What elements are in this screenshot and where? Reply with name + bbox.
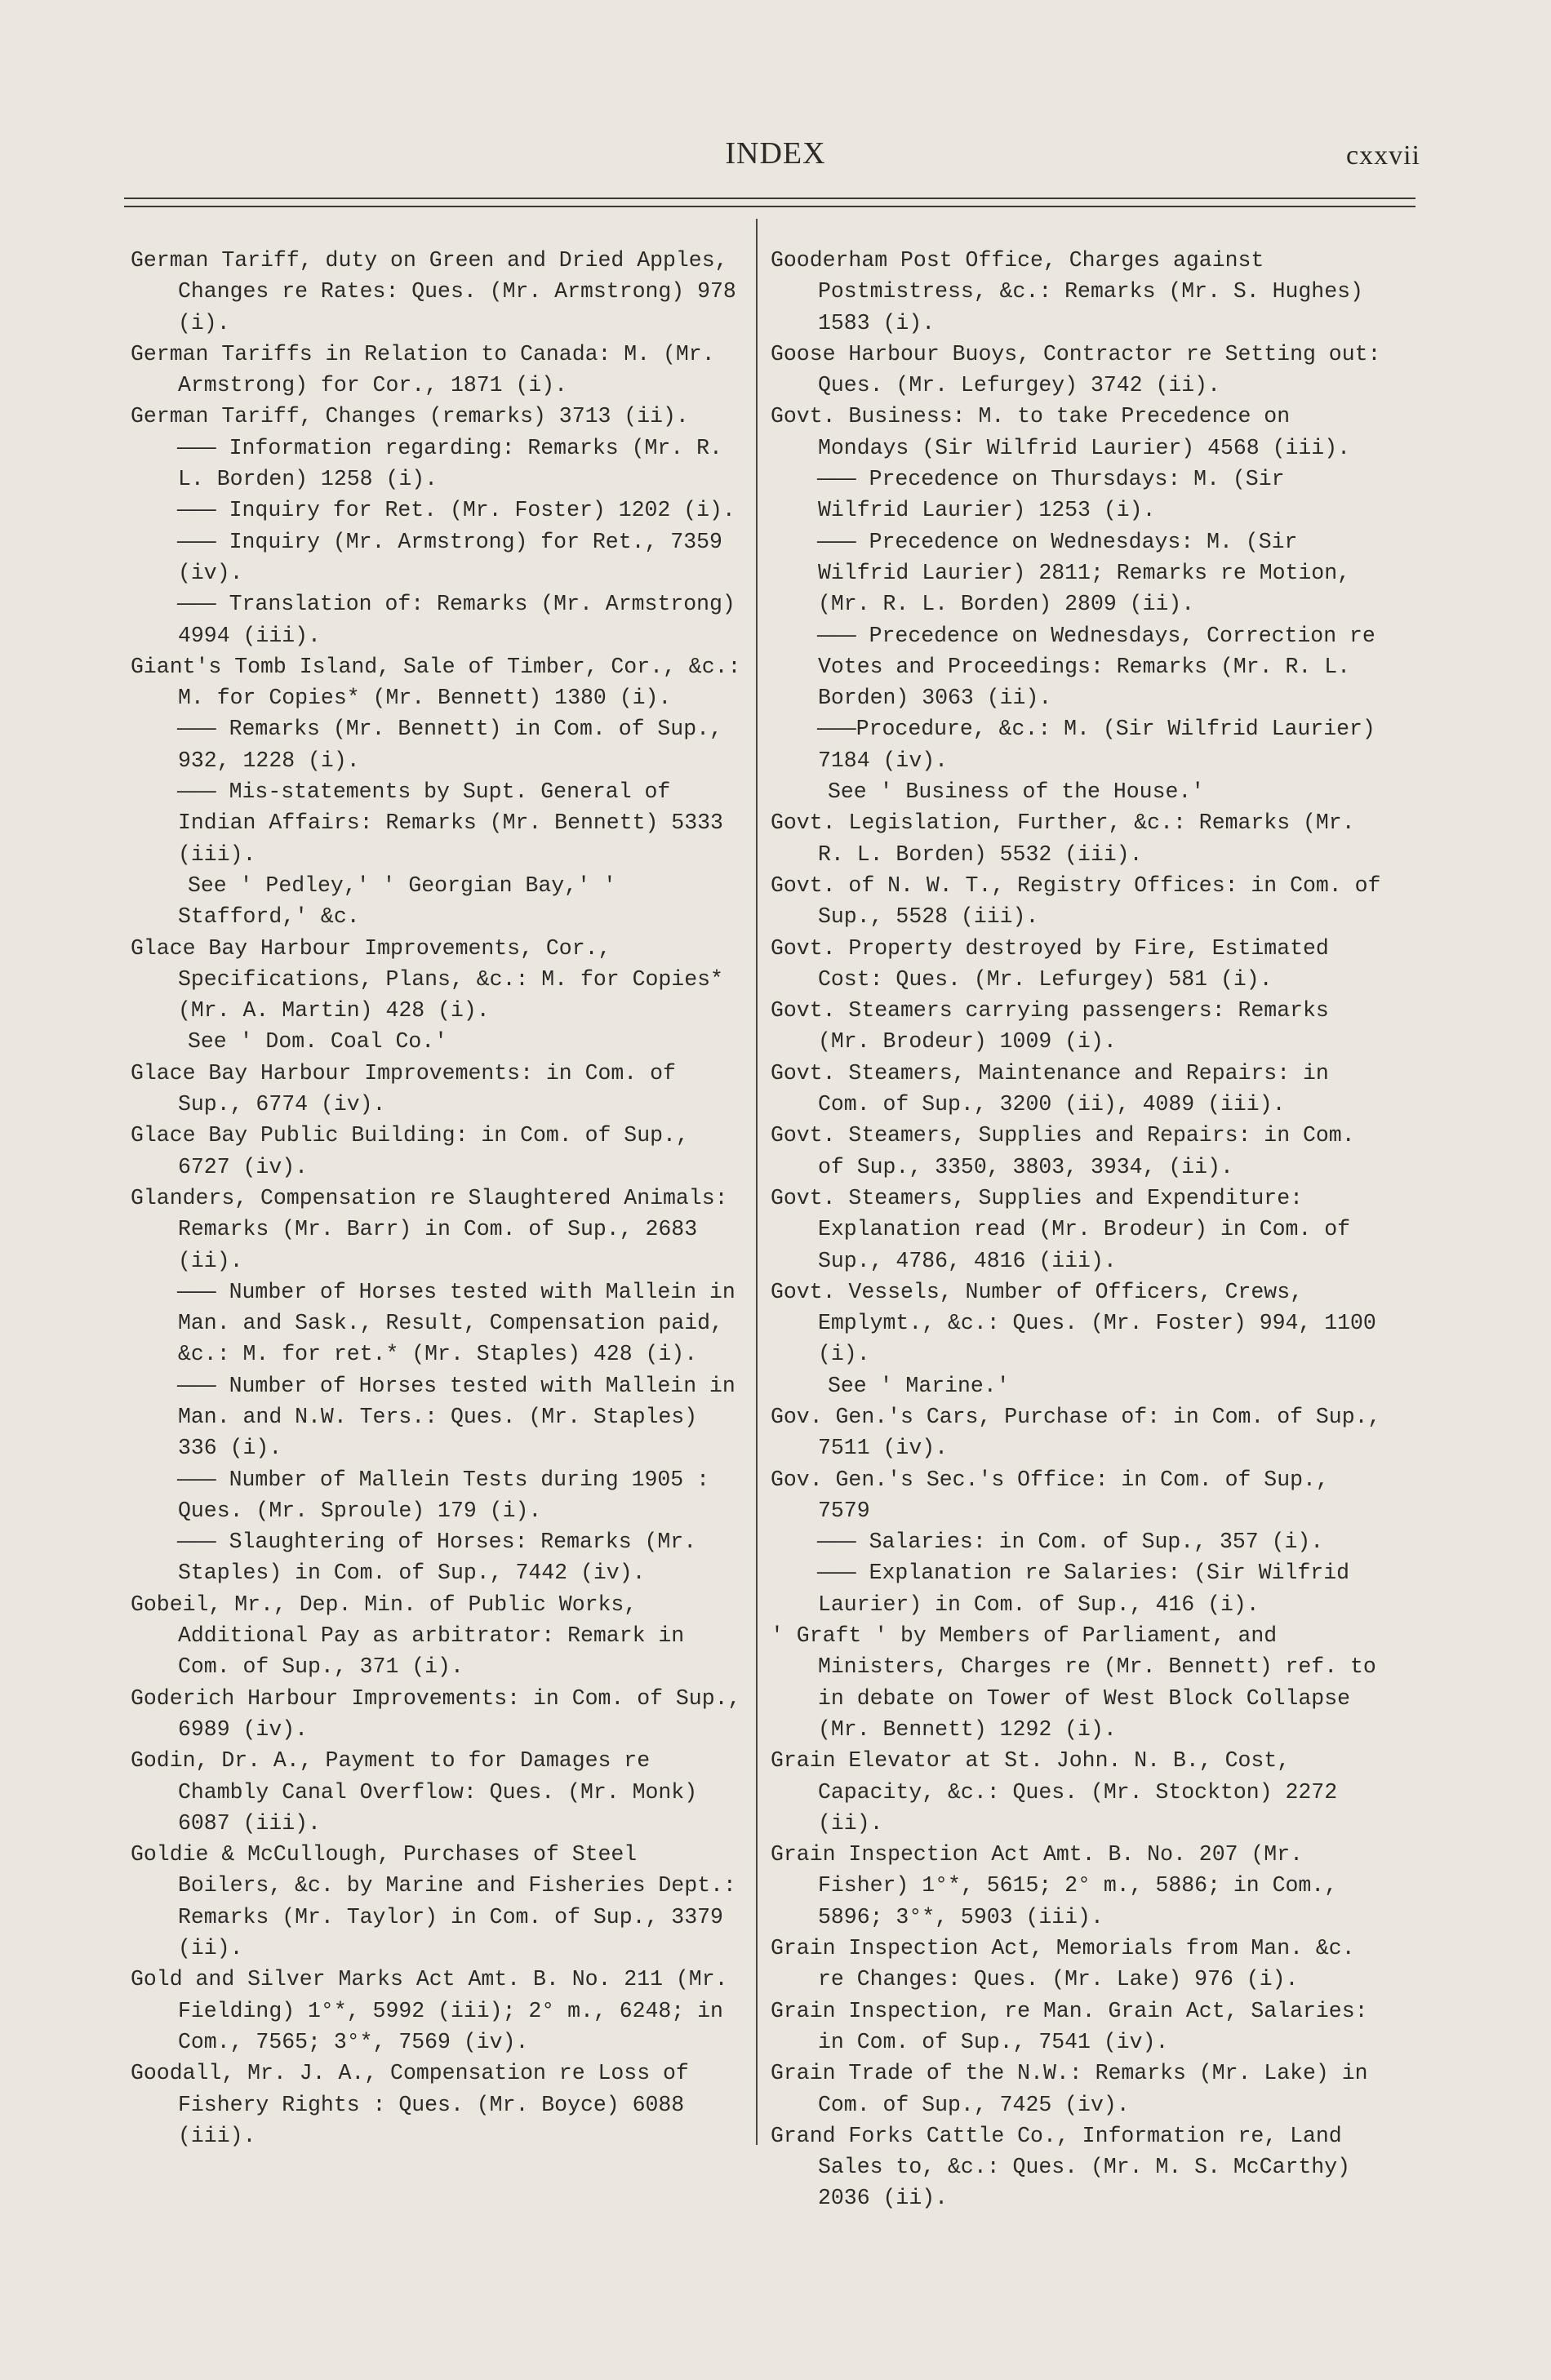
index-entry: Gold and Silver Marks Act Amt. B. No. 211 (Mr. Fielding) 1°*, 5992 (iii); 2° m., 6248; in Com., 7565; 3°*, 7569 (iv). xyxy=(131,1967,728,2054)
index-entry: Grain Trade of the N.W.: Remarks (Mr. Lake) in Com. of Sup., 7425 (iv). xyxy=(771,2061,1368,2117)
index-entry: Grain Inspection, re Man. Grain Act, Salaries: in Com. of Sup., 7541 (iv). xyxy=(771,1998,1368,2054)
index-entry: Giant's Tomb Island, Sale of Timber, Cor., &c.: M. for Copies* (Mr. Bennett) 1380 (i). xyxy=(131,654,741,711)
index-entry: Goldie & McCullough, Purchases of Steel Boilers, &c. by Marine and Fisheries Dept.: Remarks (Mr. Taylor) in Com. of Sup., 3379 (ii). xyxy=(131,1842,736,1961)
index-subentry: ——— Information regarding: Remarks (Mr. R. L. Borden) 1258 (i). xyxy=(177,435,722,492)
column-divider xyxy=(756,219,758,2145)
index-subentry: ——— Slaughtering of Horses: Remarks (Mr. Staples) in Com. of Sup., 7442 (iv). xyxy=(177,1530,697,1586)
index-entry: Grain Inspection Act Amt. B. No. 207 (Mr. Fisher) 1°*, 5615; 2° m., 5886; in Com., 5896; 3°*, 5903 (iii). xyxy=(771,1842,1338,1929)
right-column xyxy=(771,245,1388,2214)
index-entry: Goose Harbour Buoys, Contractor re Setting out: Ques. (Mr. Lefurgey) 3742 (ii). xyxy=(771,341,1381,398)
index-subentry: ———Procedure, &c.: M. (Sir Wilfrid Laurier) 7184 (iv). xyxy=(817,717,1375,773)
index-cross-reference: See ' Dom. Coal Co.' xyxy=(188,1029,448,1055)
index-subentry: ——— Translation of: Remarks (Mr. Armstrong) 4994 (iii). xyxy=(177,592,736,648)
index-entry: Glanders, Compensation re Slaughtered Animals: Remarks (Mr. Barr) in Com. of Sup., 2683 (ii). xyxy=(131,1185,728,1273)
index-cross-reference: See ' Marine.' xyxy=(828,1373,1010,1398)
header-rule-bottom xyxy=(124,206,1415,207)
left-column xyxy=(131,245,748,2151)
index-subentry: ——— Salaries: in Com. of Sup., 357 (i). xyxy=(817,1530,1324,1555)
header-rule-top xyxy=(124,198,1415,199)
index-entry: Govt. Steamers, Supplies and Expenditure: Explanation read (Mr. Brodeur) in Com. of Sup., 4786, 4816 (iii). xyxy=(771,1185,1351,1273)
index-entry: Govt. Steamers carrying passengers: Remarks (Mr. Brodeur) 1009 (i). xyxy=(771,998,1329,1055)
index-entry: Goderich Harbour Improvements: in Com. of Sup., 6989 (iv). xyxy=(131,1685,741,1742)
index-entry: German Tariff, duty on Green and Dried Apples, Changes re Rates: Ques. (Mr. Armstrong) 978 (i). xyxy=(131,248,736,335)
index-subentry: ——— Mis-statements by Supt. General of Indian Affairs: Remarks (Mr. Bennett) 5333 (iii). xyxy=(177,779,723,867)
page-title: INDEX xyxy=(725,136,826,171)
index-entry: Glace Bay Harbour Improvements: in Com. of Sup., 6774 (iv). xyxy=(131,1060,676,1117)
index-entry: Govt. Vessels, Number of Officers, Crews, Emplymt., &c.: Ques. (Mr. Foster) 994, 1100 (i). xyxy=(771,1279,1376,1367)
index-entry: Grain Inspection Act, Memorials from Man. &c. re Changes: Ques. (Mr. Lake) 976 (i). xyxy=(771,1936,1355,1992)
index-subentry: ——— Number of Horses tested with Mallein in Man. and N.W. Ters.: Ques. (Mr. Staples) 336 (i). xyxy=(177,1373,736,1461)
index-entry: Glace Bay Public Building: in Com. of Sup., 6727 (iv). xyxy=(131,1123,689,1179)
index-entry: Godin, Dr. A., Payment to for Damages re Chambly Canal Overflow: Ques. (Mr. Monk) 6087 (iii). xyxy=(131,1748,698,1836)
index-subentry: ——— Number of Mallein Tests during 1905 : Ques. (Mr. Sproule) 179 (i). xyxy=(177,1467,710,1523)
index-cross-reference: See ' Business of the House.' xyxy=(828,779,1205,805)
index-entry: Grain Elevator at St. John. N. B., Cost, Capacity, &c.: Ques. (Mr. Stockton) 2272 (ii). xyxy=(771,1748,1338,1836)
index-entry: Gov. Gen.'s Sec.'s Office: in Com. of Sup., 7579 xyxy=(771,1467,1329,1523)
index-subentry: ——— Precedence on Thursdays: M. (Sir Wilfrid Laurier) 1253 (i). xyxy=(817,467,1285,523)
index-entry: Govt. Steamers, Supplies and Repairs: in Com. of Sup., 3350, 3803, 3934, (ii). xyxy=(771,1123,1355,1179)
index-subentry: ——— Explanation re Salaries: (Sir Wilfrid Laurier) in Com. of Sup., 416 (i). xyxy=(817,1561,1350,1617)
index-entry: Glace Bay Harbour Improvements, Cor., Specifications, Plans, &c.: M. for Copies* (Mr. A. Martin) 428 (i). xyxy=(131,935,723,1023)
index-entry: Govt. Business: M. to take Precedence on Mondays (Sir Wilfrid Laurier) 4568 (iii). xyxy=(771,404,1351,460)
index-entry: Grand Forks Cattle Co., Information re, Land Sales to, &c.: Ques. (Mr. M. S. McCarthy) 2036 (ii). xyxy=(771,2123,1351,2211)
index-entry: Govt. Legislation, Further, &c.: Remarks (Mr. R. L. Borden) 5532 (iii). xyxy=(771,810,1355,867)
index-entry: Gov. Gen.'s Cars, Purchase of: in Com. of Sup., 7511 (iv). xyxy=(771,1404,1381,1461)
index-entry: Gobeil, Mr., Dep. Min. of Public Works, Additional Pay as arbitrator: Remark in Com. of Sup., 371 (i). xyxy=(131,1592,685,1680)
index-entry: Govt. Steamers, Maintenance and Repairs: in Com. of Sup., 3200 (ii), 4089 (iii). xyxy=(771,1060,1329,1117)
index-entry: ' Graft ' by Members of Parliament, and Ministers, Charges re (Mr. Bennett) ref. to in debate on Tower of West Block Collapse (Mr. Bennett) 1292 (i). xyxy=(771,1623,1376,1742)
index-subentry: ——— Precedence on Wednesdays, Correction re Votes and Proceedings: Remarks (Mr. R. L. Borden) 3063 (ii). xyxy=(817,623,1375,711)
index-entry: German Tariffs in Relation to Canada: M. (Mr. Armstrong) for Cor., 1871 (i). xyxy=(131,341,715,398)
index-entry: German Tariff, Changes (remarks) 3713 (ii). xyxy=(131,404,689,429)
index-subentry: ——— Inquiry for Ret. (Mr. Foster) 1202 (i). xyxy=(177,498,736,523)
page-number: cxxvii xyxy=(1346,140,1420,171)
index-entry: Govt. of N. W. T., Registry Offices: in Com. of Sup., 5528 (iii). xyxy=(771,873,1381,930)
index-entry: Goodall, Mr. J. A., Compensation re Loss of Fishery Rights : Ques. (Mr. Boyce) 6088 (iii). xyxy=(131,2061,689,2148)
index-subentry: ——— Precedence on Wednesdays: M. (Sir Wilfrid Laurier) 2811; Remarks re Motion, (Mr. R. L. Borden) 2809 (ii). xyxy=(817,529,1351,617)
index-cross-reference: See ' Pedley,' ' Georgian Bay,' ' Stafford,' &c. xyxy=(178,873,616,930)
index-subentry: ——— Inquiry (Mr. Armstrong) for Ret., 7359 (iv). xyxy=(177,529,722,585)
index-subentry: ——— Remarks (Mr. Bennett) in Com. of Sup., 932, 1228 (i). xyxy=(177,717,722,773)
index-entry: Govt. Property destroyed by Fire, Estimated Cost: Ques. (Mr. Lefurgey) 581 (i). xyxy=(771,935,1329,992)
index-subentry: ——— Number of Horses tested with Mallein in Man. and Sask., Result, Compensation paid, &c.: M. for ret.* (Mr. Staples) 428 (i). xyxy=(177,1279,736,1367)
index-entry: Gooderham Post Office, Charges against Postmistress, &c.: Remarks (Mr. S. Hughes) 1583 (i). xyxy=(771,248,1363,335)
